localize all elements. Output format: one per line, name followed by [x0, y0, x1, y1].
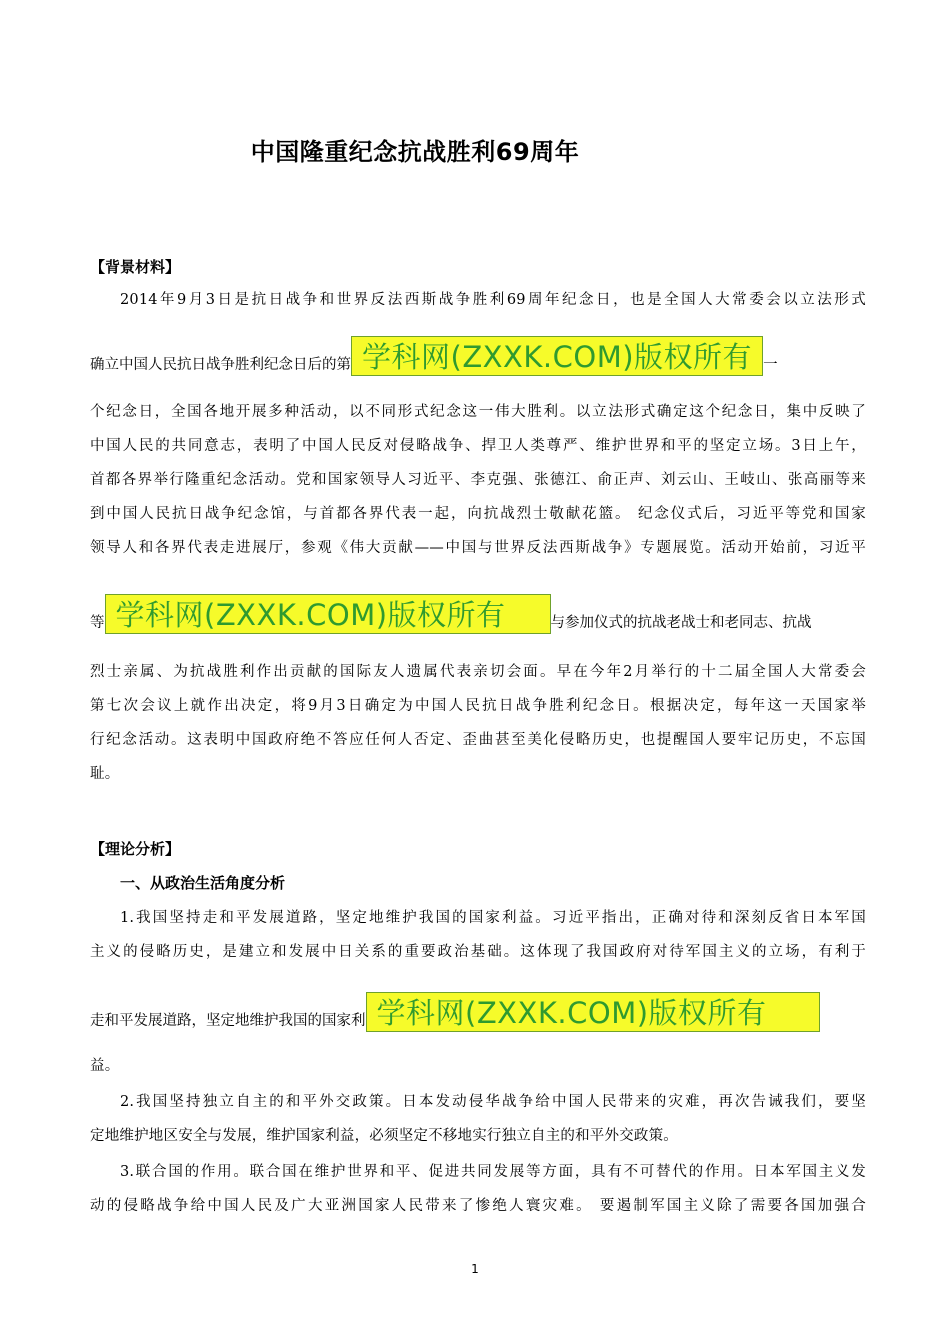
paragraph-line: 一	[763, 357, 778, 373]
paragraph-line: 首都各界举行隆重纪念活动。党和国家领导人习近平、李克强、张德江、俞正声、刘云山、王岐山、张高丽等来	[90, 472, 866, 488]
paragraph-line: 确立中国人民抗日战争胜利纪念日后的第	[90, 357, 351, 373]
paragraph-line: 主义的侵略历史，是建立和发展中日关系的重要政治基础。这体现了我国政府对待军国主义的立场，有利于	[90, 944, 866, 960]
watermark-line	[90, 992, 866, 1032]
paragraph-line: 2.我国坚持独立自主的和平外交政策。日本发动侵华战争给中国人民带来的灾难，再次告诫我们，要坚	[120, 1094, 866, 1110]
paragraph-line: 1.我国坚持走和平发展道路，坚定地维护我国的国家利益。习近平指出，正确对待和深刻反省日本军国	[120, 910, 866, 926]
page-number: 1	[471, 1262, 479, 1276]
background-heading: 【背景材料】	[90, 258, 181, 276]
paragraph-line: 3.联合国的作用。联合国在维护世界和平、促进共同发展等方面，具有不可替代的作用。日本军国主义发	[120, 1164, 866, 1180]
paragraph-line: 中国人民的共同意志，表明了中国人民反对侵略战争、捍卫人类尊严、维护世界和平的坚定立场。3日上午，	[90, 438, 866, 454]
document-title: 中国隆重纪念抗战胜利69周年	[250, 138, 580, 166]
paragraph-line: 个纪念日，全国各地开展多种活动，以不同形式纪念这一伟大胜利。以立法形式确定这个纪念日，集中反映了	[90, 404, 866, 420]
paragraph-line: 等	[90, 615, 105, 631]
paragraph-line: 定地维护地区安全与发展，维护国家利益，必须坚定不移地实行独立自主的和平外交政策。	[90, 1128, 678, 1144]
paragraph-line: 动的侵略战争给中国人民及广大亚洲国家人民带来了惨绝人寰灾难。 要遏制军国主义除了需要各国加强合	[90, 1198, 866, 1214]
paragraph-line: 耻。	[90, 766, 120, 782]
paragraph-line: 第七次会议上就作出决定，将9月3日确定为中国人民抗日战争胜利纪念日。根据决定，每年这一天国家举	[90, 698, 866, 714]
analysis-subheading: 一、从政治生活角度分析	[120, 874, 286, 892]
paragraph-line: 行纪念活动。这表明中国政府绝不答应任何人否定、歪曲甚至美化侵略历史，也提醒国人要牢记历史，不忘国	[90, 732, 866, 748]
watermark-banner: 学科网(ZXXK.COM)版权所有	[366, 992, 820, 1032]
watermark-line	[90, 336, 866, 376]
paragraph-line: 烈士亲属、为抗战胜利作出贡献的国际友人遗属代表亲切会面。早在今年2月举行的十二届全国人大常委会	[90, 664, 866, 680]
analysis-heading: 【理论分析】	[90, 840, 181, 858]
paragraph-line: 2014年9月3日是抗日战争和世界反法西斯战争胜利69周年纪念日，也是全国人大常委会以立法形式	[120, 292, 866, 308]
paragraph-line: 与参加仪式的抗战老战士和老同志、抗战	[550, 615, 812, 631]
paragraph-line: 领导人和各界代表走进展厅，参观《伟大贡献——中国与世界反法西斯战争》专题展览。活动开始前，习近平	[90, 540, 866, 556]
watermark-line	[90, 594, 866, 634]
paragraph-line: 益。	[90, 1058, 120, 1074]
paragraph-line: 走和平发展道路，坚定地维护我国的国家利	[90, 1013, 366, 1029]
paragraph-line: 到中国人民抗日战争纪念馆，与首都各界代表一起，向抗战烈士敬献花篮。 纪念仪式后，习近平等党和国家	[90, 506, 866, 522]
watermark-banner: 学科网(ZXXK.COM)版权所有	[351, 336, 763, 376]
watermark-banner: 学科网(ZXXK.COM)版权所有	[105, 594, 551, 634]
